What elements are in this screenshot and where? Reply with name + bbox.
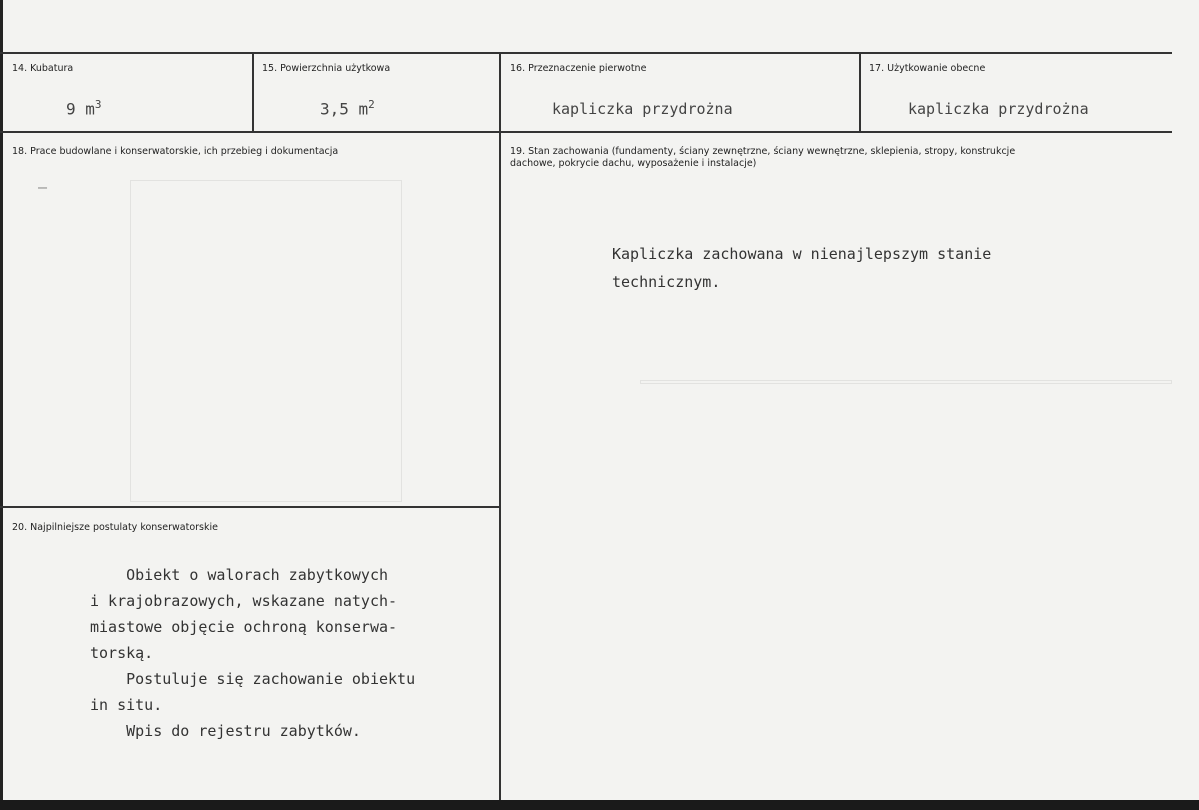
- field-value: —: [38, 178, 48, 196]
- field-label: 19. Stan zachowania (fundamenty, ściany zewnętrzne, ściany wewnętrzne, sklepienia, stropy, konstrukcje dachowe, pokrycie dachu, wyposażenie i instalacje): [510, 146, 1016, 169]
- field-label: 14. Kubatura: [12, 63, 74, 74]
- field-label: 16. Przeznaczenie pierwotne: [510, 63, 647, 74]
- bleed-through: [640, 380, 1172, 384]
- divider: [0, 52, 1172, 54]
- field-label: 20. Najpilniejsze postulaty konserwatorskie: [12, 522, 218, 533]
- bleed-through: [130, 180, 402, 502]
- field-label: 17. Użytkowanie obecne: [869, 63, 986, 74]
- field-value: Obiekt o walorach zabytkowych i krajobrazowych, wskazane natych- miastowe objęcie ochroną konserwa- torską. Postuluje się zachowanie obiektu in situ. Wpis do rejestru zabytków.: [90, 566, 416, 740]
- field-label: 15. Powierzchnia użytkowa: [262, 63, 391, 74]
- divider: [0, 506, 500, 508]
- field-value: Kapliczka zachowana w nienajlepszym stanie technicznym.: [612, 245, 992, 291]
- field-label: 18. Prace budowlane i konserwatorskie, ich przebieg i dokumentacja: [12, 146, 339, 157]
- field-value: kapliczka przydrożna: [908, 100, 1089, 118]
- divider: [252, 52, 254, 132]
- divider: [499, 52, 501, 802]
- field-value: 3,5 $m^2$: [320, 98, 375, 119]
- scan-edge: [0, 0, 3, 810]
- scan-edge: [0, 800, 1199, 810]
- divider: [0, 131, 1172, 133]
- field-value: 9 $m^3$: [66, 98, 102, 119]
- divider: [859, 52, 861, 132]
- field-value: kapliczka przydrożna: [552, 100, 733, 118]
